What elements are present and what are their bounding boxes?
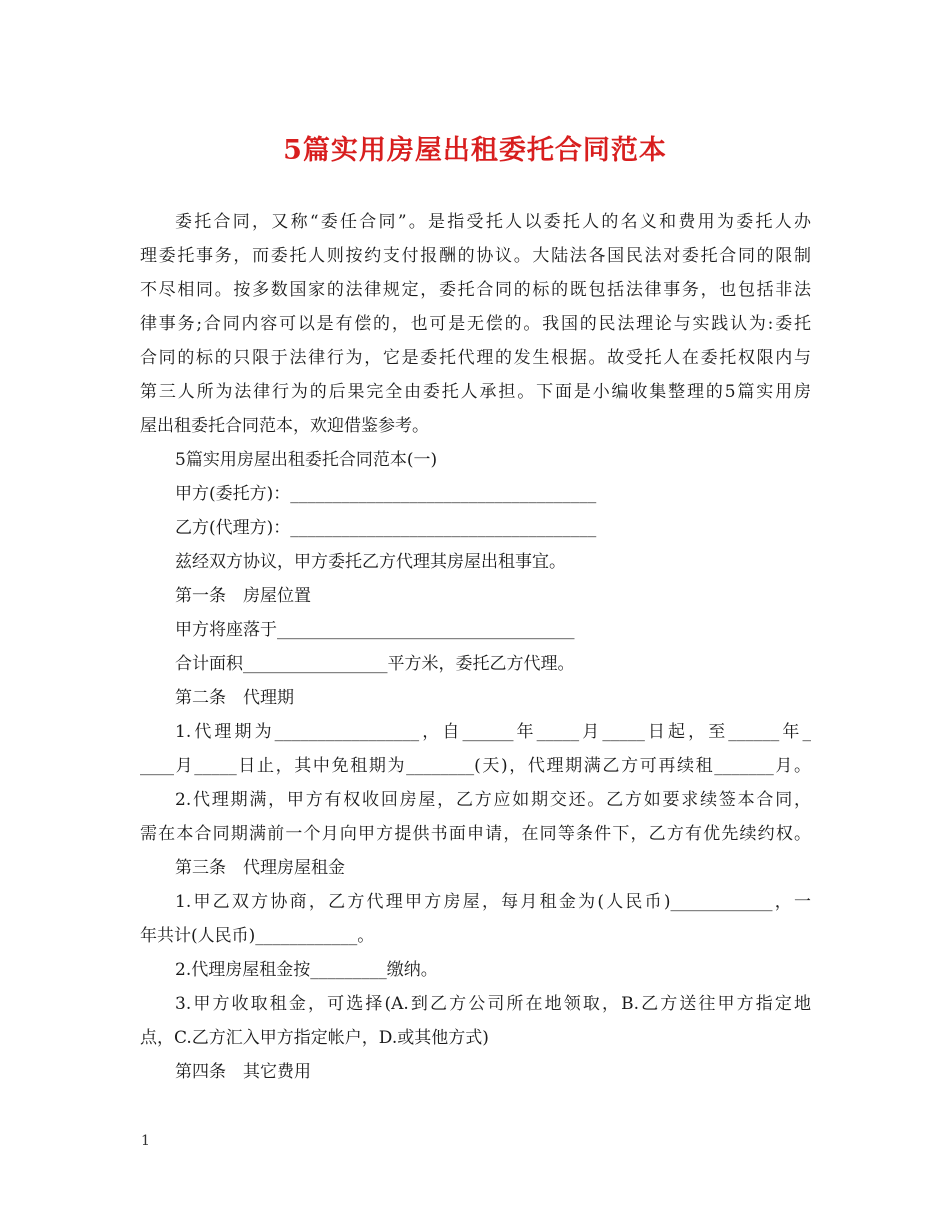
article-3-clause-1-line-1: 1.甲乙双方协商，乙方代理甲方房屋，每月租金为(人民币)____________，一 [175,892,811,912]
intro-line-2: 理委托事务，而委托人则按约支付报酬的协议。大陆法各国民法对委托合同的限制 [140,246,811,266]
article-4-heading: 第四条 其它费用 [175,1062,311,1082]
intro-line-1: 委托合同，又称“委任合同”。是指受托人以委托人的名义和费用为委托人办 [175,212,811,232]
party-b-field: 乙方(代理方)：____________________________________ [175,518,597,538]
intro-line-7: 屋出租委托合同范本，欢迎借鉴参考。 [140,416,429,436]
article-3-clause-2: 2.代理房屋租金按_________缴纳。 [175,960,438,980]
party-a-field: 甲方(委托方)：____________________________________ [175,484,597,504]
article-3-clause-3-line-2: 点，C.乙方汇入甲方指定帐户，D.或其他方式) [140,1028,489,1048]
article-3-clause-3-line-1: 3.甲方收取租金，可选择(A.到乙方公司所在地领取，B.乙方送往甲方指定地 [175,994,811,1014]
article-3-heading: 第三条 代理房屋租金 [175,858,345,878]
intro-line-6: 第三人所为法律行为的后果完全由委托人承担。下面是小编收集整理的5篇实用房 [140,382,811,402]
document-title: 5篇实用房屋出租委托合同范本 [283,135,667,166]
area-field: 合计面积_________________平方米，委托乙方代理。 [175,654,575,674]
intro-line-3: 不尽相同。按多数国家的法律规定，委托合同的标的既包括法律事务，也包括非法 [140,280,811,300]
article-2-heading: 第二条 代理期 [175,688,294,708]
section-heading: 5篇实用房屋出租委托合同范本(一) [175,450,438,470]
article-2-clause-1-line-2: ____月_____日止，其中免租期为________(天)，代理期满乙方可再续租_______月。 [140,756,811,776]
location-field: 甲方将座落于___________________________________ [175,620,575,640]
article-2-clause-2-line-1: 2.代理期满，甲方有权收回房屋，乙方应如期交还。乙方如要求续签本合同， [175,790,811,810]
intro-line-4: 律事务;合同内容可以是有偿的，也可是无偿的。我国的民法理论与实践认为:委托 [140,314,811,334]
intro-line-5: 合同的标的只限于法律行为，它是委托代理的发生根据。故受托人在委托权限内与 [140,348,811,368]
article-2-clause-2-line-2: 需在本合同期满前一个月向甲方提供书面申请，在同等条件下，乙方有优先续约权。 [140,824,811,844]
page-number: 1 [141,1133,150,1149]
article-1-heading: 第一条 房屋位置 [175,586,311,606]
article-3-clause-1-line-2: 年共计(人民币)____________。 [140,926,375,946]
agreement-line: 兹经双方协议，甲方委托乙方代理其房屋出租事宜。 [175,552,566,572]
article-2-clause-1-line-1: 1.代理期为_________________，自______年_____月_____日起，至______年_ [175,722,811,742]
